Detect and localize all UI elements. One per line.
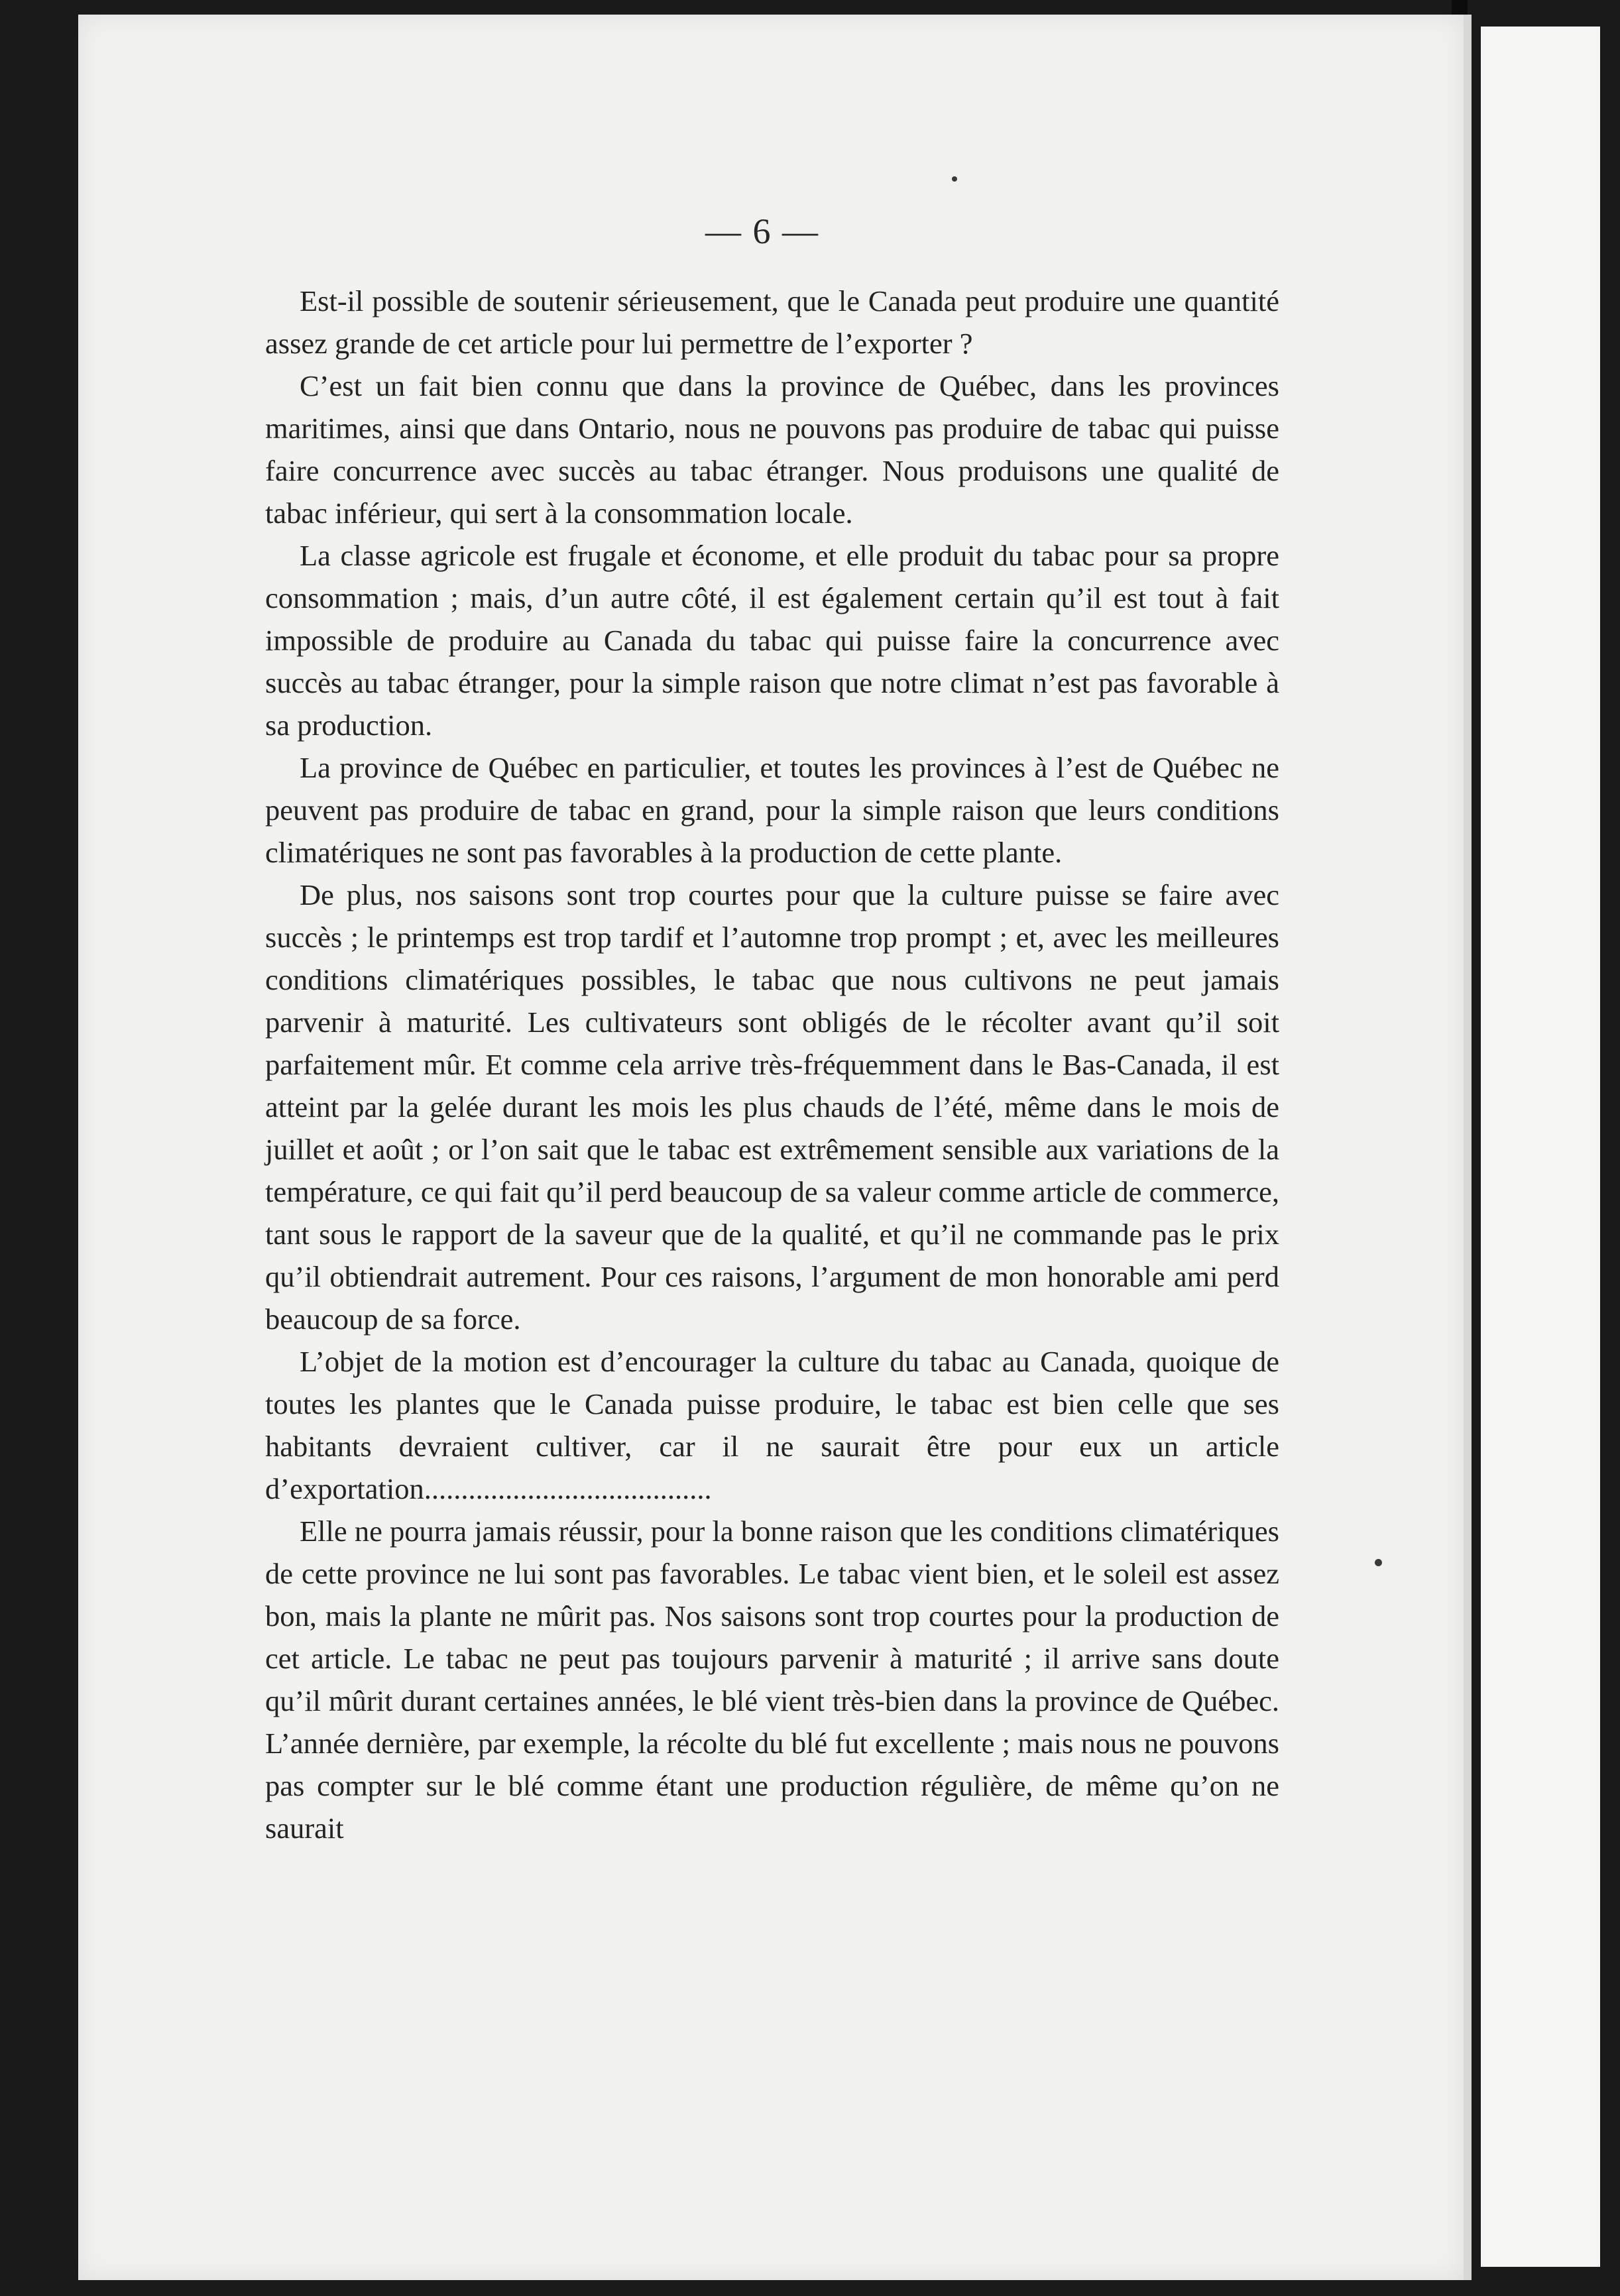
ink-speck — [952, 176, 957, 182]
paragraph: L’objet de la motion est d’encourager la culture du tabac au Canada, quoique de toutes les plantes que le Canada puisse produire, le tabac est bien celle que ses habitants devraient cultiver, car il ne saurait être pour eux un article d’exportation....................................... — [265, 1345, 1279, 1505]
paragraph: C’est un fait bien connu que dans la province de Québec, dans les provinces maritimes, ainsi que dans Ontario, nous ne pouvons pas produire de tabac qui puisse faire concurrence avec succès au tabac étranger. Nous produisons une qualité de tabac inférieur, qui sert à la consommation locale. — [265, 369, 1279, 530]
paragraph: La classe agricole est frugale et économe, et elle produit du tabac pour sa propre consommation ; mais, d’un autre côté, il est également certain qu’il est tout à fait impossible de produire au Canada du tabac qui puisse faire la concurrence avec succès au tabac étranger, pour la simple raison que notre climat n’est pas favorable à sa production. — [265, 539, 1279, 742]
ink-speck — [1375, 1559, 1382, 1566]
paragraph: La province de Québec en particulier, et toutes les provinces à l’est de Québec ne peuvent pas produire de tabac en grand, pour la simple raison que leurs conditions climatériques ne sont pas favorables à la production de cette plante. — [265, 751, 1279, 869]
paragraph: Est-il possible de soutenir sérieusement, que le Canada peut produire une quantité assez grande de cet article pour lui permettre de l’exporter ? — [265, 284, 1279, 360]
page-number: — 6 — — [705, 211, 819, 251]
page-body-text — [265, 280, 1279, 1849]
page-edge — [1464, 15, 1472, 2280]
adjacent-page — [1481, 27, 1600, 2267]
paragraph: Elle ne pourra jamais réussir, pour la bonne raison que les conditions climatériques de cette province ne lui sont pas favorables. Le tabac vient bien, et le soleil est assez bon, mais la plante ne mûrit pas. Nos saisons sont trop courtes pour la production de cet article. Le tabac ne peut pas toujours parvenir à maturité ; il arrive sans doute qu’il mûrit durant certaines années, le blé vient très-bien dans la province de Québec. L’année dernière, par exemple, la récolte du blé fut excellente ; mais nous ne pouvons pas compter sur le blé comme étant une production régulière, de même qu’on ne saurait — [265, 1515, 1279, 1845]
paragraph: De plus, nos saisons sont trop courtes pour que la culture puisse se faire avec succès ; le printemps est trop tardif et l’automne trop prompt ; et, avec les meilleures conditions climatériques possibles, le tabac que nous cultivons ne peut jamais parvenir à maturité. Les cultivateurs sont obligés de le récolter avant qu’il soit parfaitement mûr. Et comme cela arrive très-fréquemment dans le Bas-Canada, il est atteint par la gelée durant les mois les plus chauds de l’été, même dans le mois de juillet et août ; or l’on sait que le tabac est extrêmement sensible aux variations de la température, ce qui fait qu’il perd beaucoup de sa valeur comme article de commerce, tant sous le rapport de la saveur que de la qualité, et qu’il ne commande pas le prix qu’il obtiendrait autrement. Pour ces raisons, l’argument de mon honorable ami perd beaucoup de sa force. — [265, 878, 1279, 1336]
